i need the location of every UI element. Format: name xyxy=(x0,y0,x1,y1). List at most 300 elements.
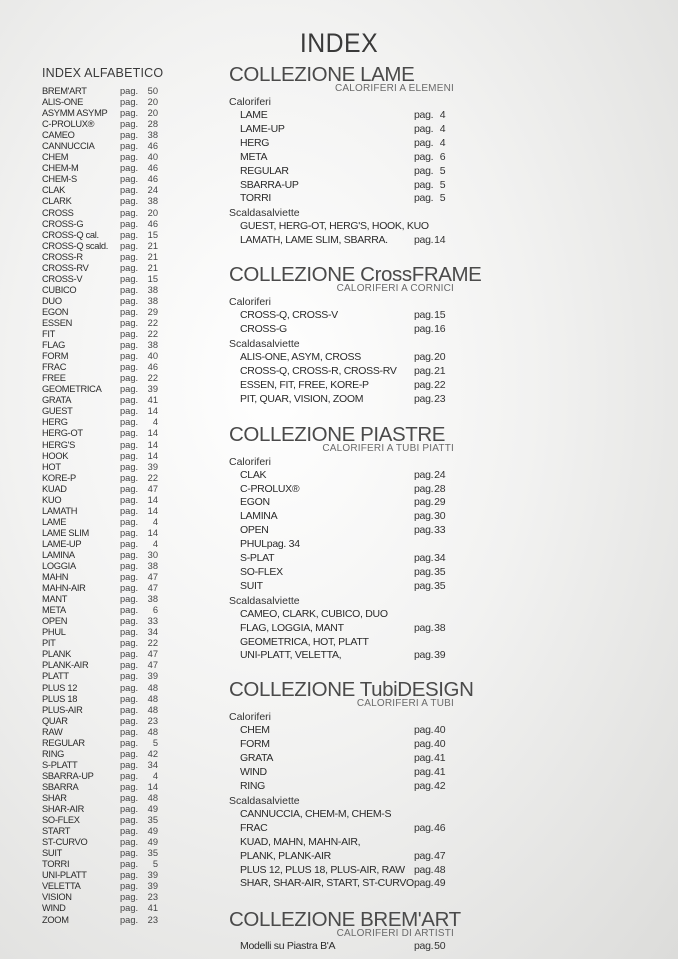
collection-section xyxy=(229,908,461,954)
entry-name: FLAG xyxy=(42,340,66,351)
entry-page: 28 xyxy=(147,119,158,130)
entry-page: 34 xyxy=(147,627,158,638)
entry-page: 14 xyxy=(147,450,158,461)
entry-name: START xyxy=(42,826,71,837)
entry-page: 49 xyxy=(147,837,158,848)
entry-name: TORRI xyxy=(42,859,70,870)
entry-name: EGON xyxy=(42,306,69,317)
list-item xyxy=(42,473,172,484)
page-ref xyxy=(414,510,454,524)
index-entry xyxy=(229,538,454,552)
entry-name: VELETTA xyxy=(42,881,81,892)
entry-name: LAME SLIM xyxy=(42,527,89,538)
entry-page: 22 xyxy=(147,317,158,328)
entry-name: MAHN-AIR xyxy=(42,583,86,594)
entry-name: GRATA xyxy=(42,395,72,406)
entry-name: SBARRA xyxy=(42,781,79,792)
page-number: 46 xyxy=(434,821,446,834)
pag-label: pag. xyxy=(120,704,139,715)
page-title: INDEX xyxy=(299,28,379,59)
pag-label: pag. xyxy=(414,378,434,391)
list-item xyxy=(42,892,172,903)
collection-header xyxy=(229,908,461,940)
pag-label: pag. xyxy=(120,384,139,395)
pag-label: pag. xyxy=(120,793,139,803)
pag-label: pag. xyxy=(120,682,139,693)
entry-name: SHAR xyxy=(42,793,67,803)
pag-label: pag. xyxy=(120,317,139,328)
index-entry xyxy=(229,580,454,594)
page-number: 5 xyxy=(439,178,446,191)
entry-page: 49 xyxy=(147,804,158,815)
list-item xyxy=(42,837,172,848)
pag-label: pag. xyxy=(120,693,139,704)
index-entry xyxy=(229,151,454,165)
page-ref xyxy=(414,365,454,379)
entry-label: GUEST, HERG-OT, HERG'S, HOOK, KUO xyxy=(240,220,429,233)
entry-label: LAMATH, LAME SLIM, SBARRA. xyxy=(240,234,388,247)
index-entry xyxy=(229,365,454,379)
pag-label: pag. xyxy=(414,821,434,834)
page-ref xyxy=(414,323,454,337)
entry-label: LAME-UP xyxy=(240,122,285,135)
pag-label: pag. xyxy=(120,759,139,770)
pag-label: pag. xyxy=(120,881,139,892)
page-ref xyxy=(414,608,454,622)
entry-name: HERG'S xyxy=(42,439,76,450)
entry-page: 39 xyxy=(147,384,158,395)
collection-title: COLLEZIONE LAME xyxy=(229,63,415,86)
category-label: Scaldasalviette xyxy=(229,594,300,607)
pag-label: pag. xyxy=(120,240,139,251)
pag-label: pag. xyxy=(414,552,434,565)
entry-label: OPEN xyxy=(240,524,269,537)
entry-name: RING xyxy=(42,748,65,759)
list-item xyxy=(42,539,172,550)
index-entry xyxy=(229,192,454,206)
entry-label: META xyxy=(240,150,268,163)
entry-name: LOGGIA xyxy=(42,561,76,572)
list-item xyxy=(42,616,172,627)
entry-name: CUBICO xyxy=(42,284,77,295)
page-ref xyxy=(414,309,454,323)
pag-label: pag. xyxy=(120,781,139,792)
entry-label: CLAK xyxy=(240,468,267,481)
page-number: 14 xyxy=(434,234,446,247)
pag-label: pag. xyxy=(120,538,139,549)
page-ref xyxy=(414,766,454,780)
pag-label: pag. xyxy=(414,565,434,578)
index-entry xyxy=(229,752,454,766)
pag-label: pag. xyxy=(120,848,139,859)
entry-page: 23 xyxy=(147,914,158,925)
collection-section xyxy=(229,64,454,248)
collection-title: COLLEZIONE BREM'ART xyxy=(229,908,461,932)
entry-page: 39 xyxy=(147,671,158,682)
list-item xyxy=(42,417,172,428)
index-entry xyxy=(229,808,454,822)
pag-label: pag. xyxy=(414,364,434,377)
entry-name: HOT xyxy=(42,461,61,472)
entry-page: 34 xyxy=(147,759,158,770)
pag-label: pag. xyxy=(414,649,434,662)
index-entry xyxy=(229,524,454,538)
entry-name: GEOMETRICA xyxy=(42,384,102,395)
index-entry xyxy=(229,379,454,393)
list-item xyxy=(42,528,172,539)
pag-label: pag. xyxy=(120,406,139,417)
page-number: 23 xyxy=(434,392,446,405)
collection-subtitle: CALORIFERI A CORNICI xyxy=(336,283,454,295)
list-item xyxy=(42,252,172,263)
index-entry xyxy=(229,877,454,891)
entry-label: UNI-PLATT, VELETTA, xyxy=(240,649,342,662)
list-item xyxy=(42,815,172,826)
entry-page: 14 xyxy=(147,494,158,505)
entry-name: KUAD xyxy=(42,483,67,494)
category-label: Scaldasalviette xyxy=(229,207,300,220)
pag-label: pag. xyxy=(120,229,139,240)
page-number: 34 xyxy=(434,552,446,565)
page-number: 30 xyxy=(434,510,446,523)
entry-label: REGULAR xyxy=(240,164,289,177)
list-item xyxy=(42,428,172,439)
entry-page: 39 xyxy=(147,870,158,881)
pag-label: pag. xyxy=(120,770,139,781)
pag-label: pag. xyxy=(414,510,434,523)
pag-label: pag. xyxy=(120,428,139,439)
pag-label: pag. xyxy=(120,815,139,826)
list-item xyxy=(42,727,172,738)
list-item xyxy=(42,782,172,793)
entry-page: 46 xyxy=(147,362,158,373)
category-label: Caloriferi xyxy=(229,455,272,468)
entry-name: FRAC xyxy=(42,362,67,373)
list-item xyxy=(42,196,172,207)
entry-name: RAW xyxy=(42,726,63,737)
pag-label: pag. xyxy=(120,494,139,505)
entry-page: 21 xyxy=(147,262,158,273)
list-item xyxy=(42,484,172,495)
entry-page: 14 xyxy=(147,428,158,439)
list-item xyxy=(42,826,172,837)
entry-page: 48 xyxy=(147,693,158,704)
pag-label: pag. xyxy=(120,86,139,96)
entry-name: SUIT xyxy=(42,848,62,859)
pag-label: pag. xyxy=(120,572,139,583)
list-item xyxy=(42,594,172,605)
pag-label: pag. xyxy=(120,870,139,881)
entry-page: 46 xyxy=(147,163,158,174)
list-item xyxy=(42,881,172,892)
collections-index xyxy=(229,63,482,954)
entry-page: 20 xyxy=(147,97,158,108)
list-item xyxy=(42,130,172,141)
entry-page: 20 xyxy=(147,207,158,218)
index-entry xyxy=(229,822,454,836)
entry-name: HERG xyxy=(42,417,68,428)
entry-page: 6 xyxy=(152,605,158,616)
page-number: 5 xyxy=(439,192,446,205)
list-item xyxy=(42,241,172,252)
entry-name: VISION xyxy=(42,892,72,903)
page-number: 4 xyxy=(439,109,446,121)
entry-page: 38 xyxy=(147,561,158,572)
pag-label: pag. xyxy=(120,395,139,406)
page-ref xyxy=(414,822,454,836)
collection-section xyxy=(229,424,454,664)
entry-page: 14 xyxy=(147,781,158,792)
page-number: 4 xyxy=(439,136,446,149)
entry-page: 48 xyxy=(147,704,158,715)
pag-label: pag. xyxy=(120,108,139,119)
entry-label: CROSS-Q, CROSS-V xyxy=(240,309,338,322)
pag-label: pag. xyxy=(120,472,139,483)
pag-label: pag. xyxy=(414,192,434,205)
pag-label: pag. xyxy=(414,178,434,191)
pag-label: pag. xyxy=(414,940,434,953)
entry-page: 40 xyxy=(147,351,158,362)
index-entry xyxy=(229,323,454,337)
entry-name: LAME xyxy=(42,516,67,527)
entry-name: PIT xyxy=(42,638,56,649)
entry-page: 48 xyxy=(147,726,158,737)
pag-label: pag. xyxy=(120,439,139,450)
pag-label: pag. xyxy=(414,780,434,792)
entry-page: 14 xyxy=(147,505,158,516)
entry-label: KUAD, MAHN, MAHN-AIR, xyxy=(240,835,361,848)
pag-label: pag. xyxy=(120,837,139,848)
list-item xyxy=(42,462,172,473)
list-item xyxy=(42,230,172,241)
page-number: 16 xyxy=(434,323,446,336)
page-ref xyxy=(414,234,454,248)
entry-name: PLUS-AIR xyxy=(42,704,83,715)
entry-name: CROSS-R xyxy=(42,251,83,262)
entry-label: Modelli su Piastra B'A xyxy=(240,940,336,953)
entry-name: SO-FLEX xyxy=(42,815,80,826)
index-entry xyxy=(229,137,454,151)
list-item xyxy=(42,163,172,174)
entry-label: LAMINA xyxy=(240,510,278,523)
entry-page: 38 xyxy=(147,284,158,295)
index-entry xyxy=(229,393,454,407)
collection-section xyxy=(229,263,482,406)
page-number: 50 xyxy=(434,940,446,953)
pag-label: pag. xyxy=(120,804,139,815)
pag-label: pag. xyxy=(120,671,139,682)
entry-label: S-PLAT xyxy=(240,552,275,565)
page-number: 15 xyxy=(434,309,446,322)
pag-label: pag. xyxy=(120,483,139,494)
alphabetical-index-heading: INDEX ALFABETICO xyxy=(42,66,164,80)
entry-label: RING xyxy=(240,780,266,792)
entry-name: HERG-OT xyxy=(42,428,83,439)
entry-label: FORM xyxy=(240,738,270,751)
pag-label: pag. xyxy=(120,660,139,671)
category-label: Caloriferi xyxy=(229,711,272,724)
entry-page: 23 xyxy=(147,892,158,903)
page-number: 41 xyxy=(434,766,446,779)
pag-label: pag. xyxy=(120,251,139,262)
index-entry xyxy=(229,836,454,850)
entry-page: 23 xyxy=(147,715,158,726)
page-number: 40 xyxy=(434,724,446,737)
pag-label: pag. xyxy=(120,561,139,572)
list-item xyxy=(42,694,172,705)
list-item xyxy=(42,572,172,583)
pag-label: pag. xyxy=(120,450,139,461)
page-number: 28 xyxy=(434,482,446,495)
entry-label: HERG xyxy=(240,136,270,149)
page-ref xyxy=(414,151,454,165)
pag-label: pag. xyxy=(120,826,139,837)
list-item xyxy=(42,329,172,340)
entry-page: 47 xyxy=(147,583,158,594)
pag-label: pag. xyxy=(120,196,139,207)
entry-page: 29 xyxy=(147,306,158,317)
page-ref xyxy=(414,496,454,510)
pag-label: pag. xyxy=(120,97,139,108)
entry-label: PLUS 12, PLUS 18, PLUS-AIR, RAW xyxy=(240,863,405,876)
collection-header xyxy=(229,678,474,710)
entry-page: 14 xyxy=(147,527,158,538)
index-entry xyxy=(229,496,454,510)
entry-page: 5 xyxy=(152,859,158,870)
page-ref xyxy=(414,836,454,850)
page-ref xyxy=(414,524,454,538)
entry-name: PLATT xyxy=(42,671,69,682)
list-item xyxy=(42,208,172,219)
pag-label: pag. xyxy=(414,309,434,322)
index-entry xyxy=(229,636,454,650)
entry-page: 21 xyxy=(147,251,158,262)
pag-label: pag. xyxy=(120,859,139,870)
entry-label: GRATA xyxy=(240,752,274,765)
alphabetical-list xyxy=(42,86,172,926)
index-entry xyxy=(229,165,454,179)
page-ref xyxy=(414,864,454,878)
page-number: 48 xyxy=(434,863,446,876)
entry-page: 22 xyxy=(147,329,158,340)
collection-header xyxy=(229,263,482,295)
entry-label: SHAR, SHAR-AIR, START, ST-CURVO xyxy=(240,877,414,890)
page-ref xyxy=(414,940,454,954)
list-item xyxy=(42,506,172,517)
entry-page: 47 xyxy=(147,572,158,583)
page-ref xyxy=(414,351,454,365)
collection-header xyxy=(229,424,454,455)
list-item xyxy=(42,903,172,914)
pag-label: pag. xyxy=(120,152,139,163)
page-number: 33 xyxy=(434,524,446,537)
page-number: 29 xyxy=(434,496,446,509)
entry-label: CHEM xyxy=(240,724,270,737)
entry-label: SUIT xyxy=(240,579,263,592)
category-label: Scaldasalviette xyxy=(229,794,300,807)
page-ref xyxy=(414,192,454,206)
list-item xyxy=(42,793,172,804)
entry-name: CANNUCCIA xyxy=(42,141,95,152)
list-item xyxy=(42,307,172,318)
collection-subtitle: CALORIFERI DI ARTISTI xyxy=(336,928,454,940)
entry-name: LAME-UP xyxy=(42,538,82,549)
entry-name: FORM xyxy=(42,351,69,362)
entry-label: FLAG, LOGGIA, MANT xyxy=(240,621,344,634)
entry-page: 47 xyxy=(147,649,158,660)
entry-name: CHEM-S xyxy=(42,174,77,185)
pag-label: pag. xyxy=(120,527,139,538)
entry-page: 39 xyxy=(147,881,158,892)
collection-subtitle: CALORIFERI A ELEMENI xyxy=(334,83,454,94)
list-item xyxy=(42,583,172,594)
page-number: 40 xyxy=(434,738,446,751)
entry-label: LAME xyxy=(240,109,268,121)
pag-label: pag. xyxy=(414,738,434,751)
entry-page: 24 xyxy=(147,185,158,196)
page-ref xyxy=(414,538,454,552)
entry-name: KUO xyxy=(42,494,62,505)
page-ref xyxy=(414,738,454,752)
index-entry xyxy=(229,510,454,524)
index-entry xyxy=(229,483,454,497)
entry-name: ST-CURVO xyxy=(42,837,88,848)
entry-name: ZOOM xyxy=(42,914,69,925)
entry-page: 14 xyxy=(147,439,158,450)
list-item xyxy=(42,638,172,649)
pag-label: pag. xyxy=(120,549,139,560)
pag-label: pag. xyxy=(414,109,434,121)
entry-page: 22 xyxy=(147,638,158,649)
list-item xyxy=(42,683,172,694)
pag-label: pag. xyxy=(120,351,139,362)
page-number: 35 xyxy=(434,565,446,578)
entry-name: ESSEN xyxy=(42,317,73,328)
page-ref xyxy=(414,379,454,393)
category-label: Scaldasalviette xyxy=(229,337,300,350)
entry-name: CROSS xyxy=(42,207,74,218)
entry-page: 46 xyxy=(147,218,158,229)
list-item xyxy=(42,141,172,152)
pag-label: pag. xyxy=(414,863,434,876)
entry-name: UNI-PLATT xyxy=(42,870,87,881)
entry-label: GEOMETRICA, HOT, PLATT xyxy=(240,635,369,648)
entry-name: META xyxy=(42,605,66,616)
entry-name: ALIS-ONE xyxy=(42,97,83,108)
pag-label: pag. xyxy=(414,350,434,363)
list-item xyxy=(42,152,172,163)
list-item xyxy=(42,86,172,97)
list-item xyxy=(42,705,172,716)
entry-page: 48 xyxy=(147,793,158,803)
pag-label: pag. xyxy=(120,892,139,903)
index-entry xyxy=(229,351,454,365)
list-item xyxy=(42,627,172,638)
list-item xyxy=(42,174,172,185)
page-number: 20 xyxy=(434,350,446,363)
pag-label: pag. xyxy=(414,496,434,509)
pag-label: pag. xyxy=(120,262,139,273)
list-item xyxy=(42,848,172,859)
entry-label: ESSEN, FIT, FREE, KORE-P xyxy=(240,378,369,391)
list-item xyxy=(42,108,172,119)
entry-name: CROSS-Q cal. xyxy=(42,229,99,240)
page-number: 22 xyxy=(434,378,446,391)
entry-name: HOOK xyxy=(42,450,69,461)
entry-name: BREM'ART xyxy=(42,86,87,96)
page-number: 5 xyxy=(439,164,446,177)
entry-page: 38 xyxy=(147,196,158,207)
